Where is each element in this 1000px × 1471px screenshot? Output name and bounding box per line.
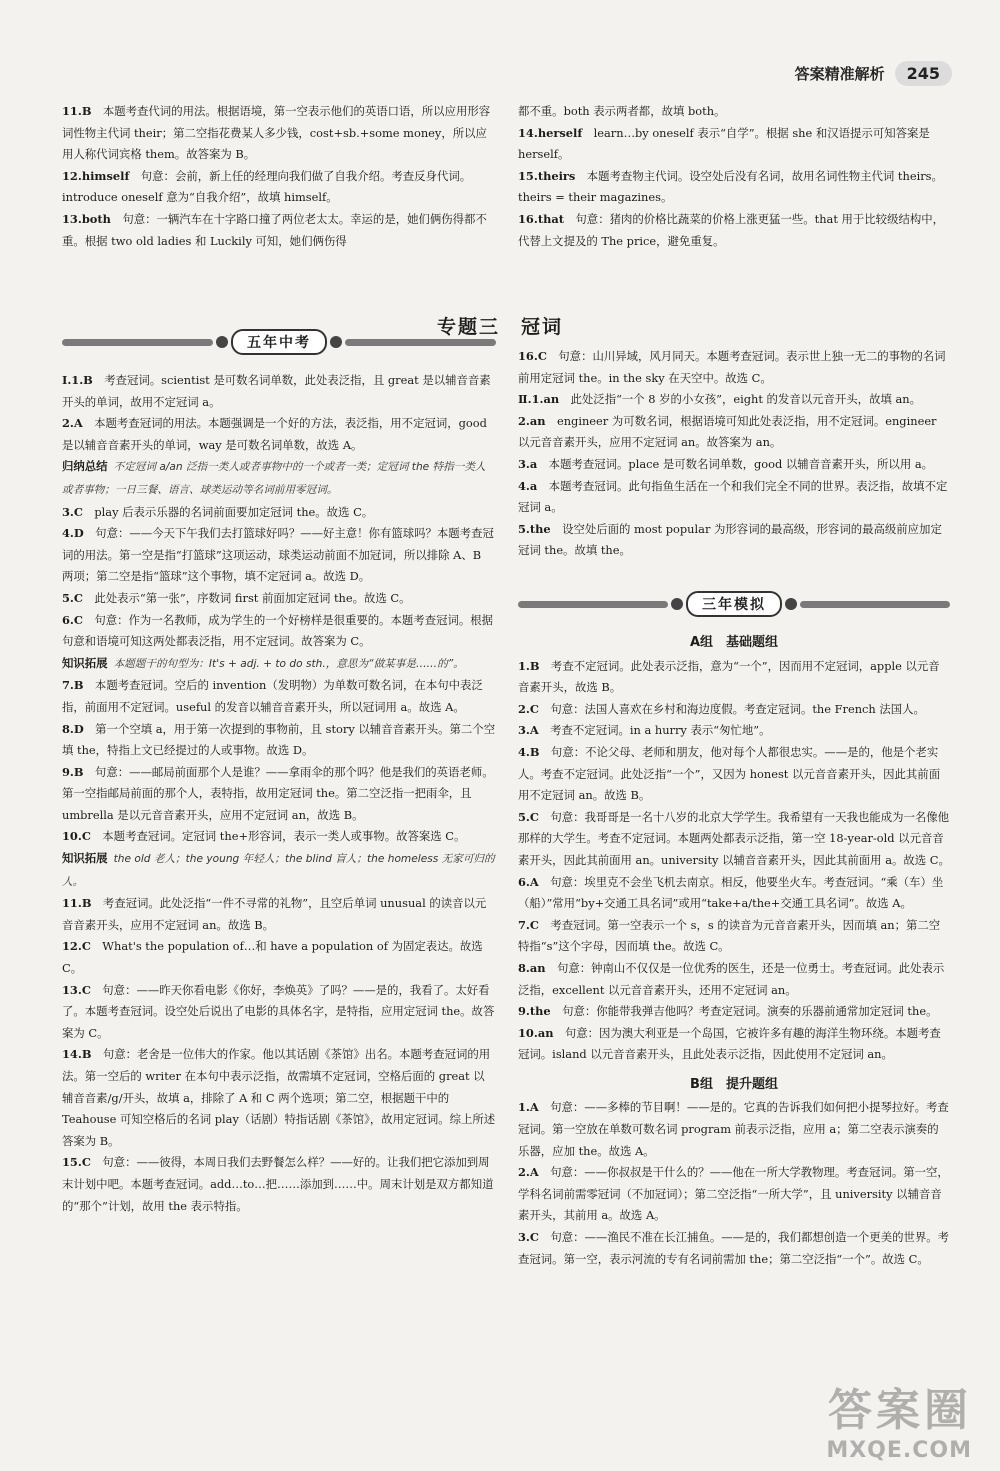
answer-number: 2.A: [518, 1165, 551, 1180]
answer-item: [518, 166, 950, 209]
answer-item: [518, 519, 950, 562]
answer-item: [62, 719, 496, 762]
answer-item: [518, 1097, 950, 1162]
note-label: 知识拓展: [62, 851, 108, 866]
group-b-title: B组 提升题组: [690, 1076, 778, 1092]
header: [795, 58, 952, 88]
answer-number: 12.C: [62, 939, 103, 954]
answer-number: 8.an: [518, 960, 557, 975]
answer-number: 10.C: [62, 829, 103, 844]
answer-text: 句意：——多棒的节目啊！——是的。它真的告诉我们如何把小提琴拉好。考查冠词。第一空放在单数可数名词 program 前表示泛指，应用 a；第二空表示演奏的乐器，应加 the。故选 A。: [518, 1100, 949, 1158]
answer-item: [518, 346, 950, 389]
answer-item: [518, 1227, 950, 1270]
answer-item: [518, 807, 950, 872]
answer-item: [518, 476, 950, 519]
answer-number: 16.that: [518, 211, 576, 226]
note-text: 本题题干的句型为：It's + adj. + to do sth.，意思为“做某事是……的”。: [113, 657, 464, 670]
answer-text: 本题考查冠词。空后的 invention（发明物）为单数可数名词，在本句中表泛指，前面用不定冠词。useful 的发音以辅音音素开头，所以冠词用 a。故选 A。: [62, 678, 483, 714]
answer-number: 2.C: [518, 701, 551, 716]
note-label: 知识拓展: [62, 655, 108, 670]
answer-text: 本题考查物主代词。设空处后没有名词，故用名词性物主代词 theirs。theirs = their magazines。: [518, 168, 943, 205]
note-label: 归纳总结: [62, 459, 108, 474]
banner-dot-icon: [330, 336, 342, 348]
answer-text: 句意：会前，新上任的经理向我们做了自我介绍。考查反身代词。introduce oneself 意为“自我介绍”，故填 himself。: [62, 168, 472, 205]
answer-number: Ⅱ.1.an: [518, 392, 571, 407]
answer-text: 本题考查冠词。place 是可数名词单数，good 以辅音音素开头，所以用 a。: [548, 456, 934, 471]
answer-text: 句意：作为一名教师，成为学生的一个好榜样是很重要的。本题考查冠词。根据句意和语境可知这两处都表泛指，用不定冠词。故答案为 C。: [62, 612, 494, 649]
answer-text: engineer 为可数名词，根据语境可知此处表泛指，用不定冠词。engineer 以元音音素开头，应用不定冠词 an。故答案为 an。: [518, 413, 937, 450]
banner-dot-icon: [671, 598, 683, 610]
answer-item: [62, 893, 496, 936]
answer-number: 7.C: [518, 917, 551, 932]
answer-number: 9.B: [62, 764, 95, 779]
answer-item: [518, 958, 950, 1001]
banner-bar-right: [345, 339, 496, 346]
banner-label: 五年中考: [231, 329, 327, 355]
answer-item: [62, 826, 496, 848]
answer-item: [62, 588, 496, 610]
answer-item: [518, 411, 950, 454]
answer-text: 设空处后面的 most popular 为形容词的最高级，形容词的最高级前应加定冠词 the。故填 the。: [518, 521, 942, 558]
left-column: [62, 370, 496, 1217]
answer-text: 句意：不论父母、老师和朋友，他对每个人都很忠实。——是的，他是个老实人。考查不定冠词。此处泛指“一个”，又因为 honest 以元音音素开头，因此其前面用不定冠词 an。故选 B。: [518, 744, 941, 803]
answer-text: learn…by oneself 表示“自学”。根据 she 和汉语提示可知答案是 herself。: [518, 125, 930, 162]
page-number: 245: [895, 61, 952, 86]
answer-text: What's the population of…和 have a population of 为固定表达。故选 C。: [62, 939, 483, 976]
banner-bar-left: [518, 601, 668, 608]
answer-item: [518, 720, 950, 742]
right-column: [518, 346, 950, 562]
note-text: 不定冠词 a/an 泛指一类人或者事物中的一个或者一类；定冠词 the 特指一类人或者事物；一日三餐、语言、球类运动等名词前用零冠词。: [62, 461, 486, 496]
answer-number: 8.D: [62, 721, 96, 736]
answer-item: [518, 915, 950, 958]
answer-item: [62, 502, 496, 524]
note-item: [62, 653, 496, 676]
answer-number: 2.A: [62, 416, 95, 431]
answer-text: 本题考查冠词。此句指鱼生活在一个和我们完全不同的世界。表泛指，故填不定冠词 a。: [518, 478, 948, 515]
banner-dot-icon: [785, 598, 797, 610]
answer-number: 5.C: [518, 809, 551, 824]
answer-number: Ⅰ.1.B: [62, 373, 105, 387]
banner-dot-icon: [216, 336, 228, 348]
answer-item: [518, 389, 950, 411]
answer-text: play 后表示乐器的名词前面要加定冠词 the。故选 C。: [94, 504, 374, 519]
answer-number: 15.C: [62, 1155, 103, 1170]
watermark: [826, 1374, 972, 1463]
group-a-title: A组 基础题组: [689, 635, 779, 650]
answer-number: 7.B: [62, 678, 95, 693]
answer-text: 句意：——昨天你看电影《你好，李焕英》了吗？——是的，我看了。太好看了。本题考查冠词。设空处后说出了电影的具体名字，是特指，应用定冠词 the。故答案为 C。: [62, 982, 495, 1040]
answer-item: [62, 762, 496, 827]
answer-number: 3.C: [62, 504, 95, 519]
answer-number: 1.B: [518, 658, 551, 673]
answer-item: [62, 523, 496, 588]
answer-text: 句意：山川异域，风月同天。本题考查冠词。表示世上独一无二的事物的名词前用定冠词 the。in the sky 在天空中。故选 C。: [518, 349, 946, 385]
answer-item: [62, 166, 496, 209]
banner-bar-left: [62, 339, 213, 346]
answer-text: 句意：猪肉的价格比蔬菜的价格上涨更猛一些。that 用于比较级结构中，代替上文提及的 The price，避免重复。: [518, 211, 945, 248]
answer-item: [518, 699, 950, 721]
answer-text: 句意：钟南山不仅仅是一位优秀的医生，还是一位勇士。考查冠词。此处表示泛指，excellent 以元音音素开头，还用不定冠词 an。: [518, 960, 945, 997]
answer-item: [62, 1152, 496, 1217]
answer-text: 此处泛指“一个 8 岁的小女孩”，eight 的发音以元音开头，故填 an。: [570, 392, 921, 407]
answer-text: 句意：——彼得，本周日我们去野餐怎么样？——好的。让我们把它添加到周末计划中吧。本题考查冠词。add…to…把……添加到……中。周末计划是双方都知道的“那个”计划，故用 the 表示特指。: [62, 1155, 494, 1213]
answer-number: 2.an: [518, 413, 557, 428]
answer-text: 考查冠词。第一空表示一个 s，s 的读音为元音音素开头，因而填 an；第二空特指“s”这个字母，因而填 the。故选 C。: [518, 917, 941, 954]
answer-item: [518, 1001, 950, 1023]
answer-item: [62, 936, 496, 979]
answer-item: [518, 123, 950, 166]
answer-number: 1.A: [518, 1100, 551, 1115]
answer-text: 句意：埃里克不会坐飞机去南京。相反，他要坐火车。考查冠词。“乘（车）坐（船）”常用“by+交通工具名词”或用“take+a/the+交通工具名词”。故选 A。: [518, 874, 944, 911]
answer-item: [518, 656, 950, 699]
answer-number: 6.A: [518, 874, 551, 889]
answer-item: [62, 610, 496, 653]
answer-item: [518, 872, 950, 915]
banner-sannian: [518, 592, 950, 616]
answer-number: 11.B: [62, 896, 103, 911]
answer-number: 4.D: [62, 526, 96, 541]
answer-text: 句意：法国人喜欢在乡村和海边度假。考查定冠词。the French 法国人。: [550, 701, 925, 716]
answer-text: 都不重。both 表示两者都，故填 both。: [518, 104, 726, 118]
note-item: [62, 456, 496, 501]
answer-item: [62, 675, 496, 718]
answer-item: [62, 209, 496, 252]
answer-item: [518, 1162, 950, 1227]
answer-item: [62, 101, 496, 166]
watermark-logo: 答案圈: [828, 1385, 972, 1436]
answer-number: 5.C: [62, 590, 95, 605]
answer-text: 句意：我哥哥是一名十八岁的北京大学学生。我希望有一天我也能成为一名像他那样的大学生。考查不定冠词。本题两处都表示泛指，第一空 18-year-old 以元音音素开头，因此其前面用 an。university 以辅音音素开头，因此其前面用 a。故选 C。: [518, 809, 950, 867]
answer-item: [518, 454, 950, 476]
answer-text: 本题考查代词的用法。根据语境，第一空表示他们的英语口语，所以应用形容词性物主代词 their；第二空指花费某人多少钱，cost+sb.+some money，所以应用人称代词宾格 them。故答案为 B。: [62, 104, 491, 162]
answer-text: 第一个空填 a，用于第一次提到的事物前，且 story 以辅音音素开头。第二个空填 the，特指上文已经提过的人或事物。故选 D。: [62, 721, 496, 758]
answer-text: 句意：——今天下午我们去打篮球好吗？——好主意！你有篮球吗？本题考查冠词的用法。第一空是指“打篮球”这项运动，球类运动前面不加冠词，所以排除 A、B 两项；第二空是指“篮球”这个事物，填不定冠词 a。故选 D。: [62, 526, 494, 584]
answer-item: [518, 1023, 950, 1066]
answer-text: 本题考查冠词。定冠词 the+形容词，表示一类人或事物。故答案选 C。: [102, 829, 466, 844]
answer-item: [62, 980, 496, 1045]
answer-number: 4.a: [518, 478, 549, 493]
answer-text: 本题考查冠词的用法。本题强调是一个好的方法，表泛指，用不定冠词，good 是以辅音音素开头的单词，way 是可数名词单数，故选 A。: [62, 416, 487, 452]
answer-item: [62, 370, 496, 413]
answer-text: 句意：老舍是一位伟大的作家。他以其话剧《茶馆》出名。本题考查冠词的用法。第一空后的 writer 在本句中表示泛指，故需填不定冠词，空格后面的 great 以辅音音素/g/开头，故填 a，排除了 A 和 C 两个选项；第二空，根据题干中的 Teahouse 可知空格后的名词 play（话剧）特指话剧《茶馆》，故用定冠词。综上所述答案为 B。: [62, 1047, 496, 1148]
answer-item: [518, 209, 950, 252]
section-title: 专题三 冠词: [436, 316, 563, 338]
answer-text: 此处表示“第一张”，序数词 first 前面加定冠词 the。故选 C。: [94, 590, 411, 605]
answer-number: 16.C: [518, 349, 559, 363]
answer-number: 9.the: [518, 1004, 563, 1019]
note-text: the old 老人；the young 年轻人；the blind 盲人；the homeless 无家可归的人。: [62, 853, 495, 888]
header-title: 答案精准解析: [794, 64, 885, 83]
answer-text: 考查冠词。此处泛指“一件不寻常的礼物”，且空后单词 unusual 的读音以元音音素开头，应用不定冠词 an。故选 B。: [62, 896, 487, 932]
top-right-column: [518, 101, 950, 252]
answer-number: 15.theirs: [518, 168, 587, 183]
answer-number: 3.A: [518, 723, 551, 738]
top-left-column: [62, 101, 496, 252]
answer-item: [518, 101, 950, 123]
answer-number: 10.an: [518, 1025, 565, 1040]
answer-number: 13.C: [62, 982, 103, 997]
answer-number: 14.B: [62, 1047, 103, 1062]
watermark-url: MXQE.COM: [826, 1438, 972, 1463]
answer-text: 考查不定冠词。此处表示泛指，意为“一个”，因而用不定冠词，apple 以元音音素开头，故选 B。: [518, 658, 940, 695]
answer-text: 句意：——渔民不准在长江捕鱼。——是的，我们都想创造一个更美的世界。考查冠词。第一空，表示河流的专有名词前需加 the；第二空泛指“一个”。故选 C。: [518, 1230, 950, 1266]
answer-text: 句意：一辆汽车在十字路口撞了两位老太太。幸运的是，她们俩伤得都不重。根据 two old ladies 和 Luckily 可知，她们俩伤得: [62, 211, 487, 248]
answer-number: 13.both: [62, 211, 123, 226]
answer-number: 6.C: [62, 612, 95, 627]
right-column-models: [518, 630, 950, 1270]
answer-number: 12.himself: [62, 168, 141, 183]
note-item: [62, 848, 496, 893]
answer-number: 3.a: [518, 456, 549, 471]
answer-text: 句意：因为澳大利亚是一个岛国，它被许多有趣的海洋生物环绕。本题考查冠词。island 以元音音素开头，且此处表示泛指，因此使用不定冠词 an。: [518, 1025, 941, 1062]
banner-wunian: [62, 330, 496, 354]
banner-bar-right: [800, 601, 950, 608]
answer-item: [62, 413, 496, 456]
answer-number: 14.herself: [518, 125, 594, 140]
answer-number: 11.B: [62, 104, 103, 118]
answer-text: 句意：——邮局前面那个人是谁？——拿雨伞的那个吗？他是我们的英语老师。第一空指邮局前面的那个人，表特指，故用定冠词 the。第二空泛指一把雨伞，且 umbrella 是以元音音素开头，应用不定冠词 an，故选 B。: [62, 764, 494, 822]
answer-number: 5.the: [518, 521, 563, 536]
banner-label: 三年模拟: [686, 591, 782, 617]
answer-number: 4.B: [518, 744, 551, 759]
answer-item: [518, 742, 950, 807]
answer-text: 句意：——你叔叔是干什么的？——他在一所大学教物理。考查冠词。第一空，学科名词前需零冠词（不加冠词）；第二空泛指“一所大学”，且 university 以辅音音素开头，其前用 a。故选 A。: [518, 1165, 949, 1223]
answer-text: 考查不定冠词。in a hurry 表示“匆忙地”。: [550, 723, 771, 738]
answer-item: [62, 1044, 496, 1152]
answer-text: 考查冠词。scientist 是可数名词单数，此处表泛指，且 great 是以辅音音素开头的单词，故用不定冠词 a。: [62, 373, 491, 409]
answer-text: 句意：你能带我弹吉他吗？考查定冠词。演奏的乐器前通常加定冠词 the。: [562, 1004, 938, 1019]
answer-number: 3.C: [518, 1230, 551, 1245]
